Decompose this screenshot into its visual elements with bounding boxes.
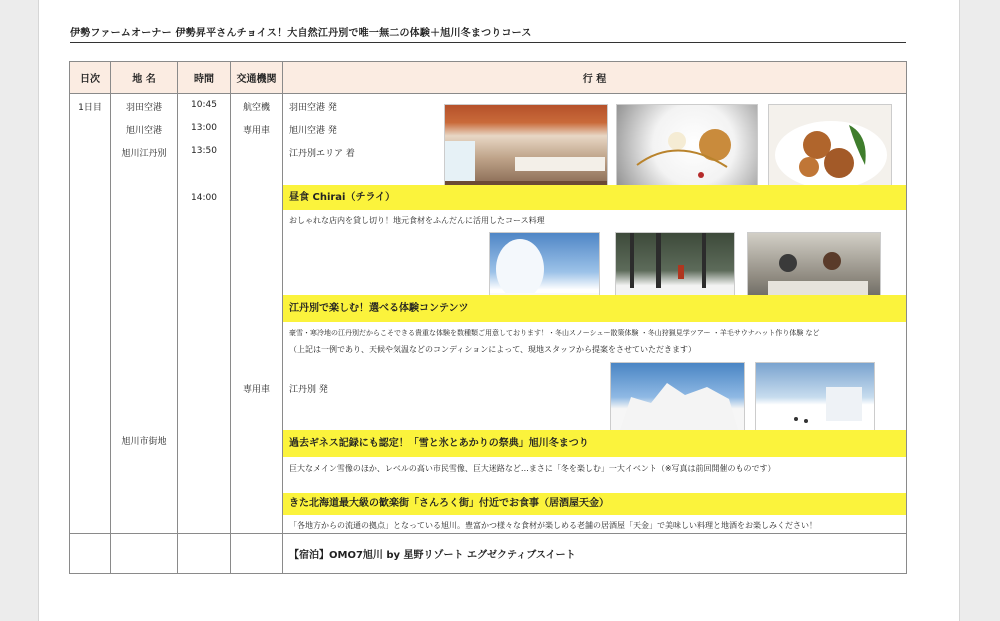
schedule-asahikawa-depart: 旭川空港 発	[289, 126, 337, 136]
fried-dish-image	[769, 105, 892, 194]
day-cell	[70, 94, 111, 534]
document-title: 伊勢ファームオーナー 伊勢昇平さんチョイス！大自然江丹別で唯一無二の体験＋旭川冬まつりコース	[70, 24, 906, 43]
stay-time-cell	[178, 534, 231, 574]
time-1400: 14:00	[191, 193, 217, 203]
snow-sculpture-photo	[610, 362, 745, 440]
festival-crowd-photo	[755, 362, 875, 440]
table-row	[70, 534, 907, 574]
schedule-cell	[283, 94, 907, 534]
place-asahikawa-airport: 旭川空港	[125, 126, 162, 136]
time-1045: 10:45	[191, 100, 217, 110]
festival-crowd-image	[756, 363, 875, 440]
activity-note-2: （上記は一例であり、天候や気温などのコンディションによって、現地スタッフから提案をさせていただきます）	[289, 345, 697, 354]
header-transport: 交通機関	[231, 62, 283, 94]
activity-note-1: 豪雪・寒冷地の江丹別だからこそできる貴重な体験を数種類ご用意しております！・冬山スノーシュー散策体験 ・冬山狩猟見学ツアー ・羊毛サウナハット作り体験 など	[289, 329, 820, 337]
restaurant-interior-image	[445, 105, 608, 194]
transport-car-2: 専用車	[242, 385, 270, 395]
schedule-etanbetsu-arrive: 江丹別エリア 着	[289, 149, 355, 159]
festival-heading: 過去ギネス記録にも認定！「雪と氷とあかりの祭典」旭川冬まつり	[283, 430, 906, 457]
schedule-etanbetsu-depart: 江丹別 発	[289, 385, 328, 395]
place-haneda: 羽田空港	[125, 103, 162, 113]
transport-plane: 航空機	[242, 103, 270, 113]
stay-place-cell	[111, 534, 178, 574]
snow-sculpture-image	[611, 363, 745, 440]
stay-transport-cell	[231, 534, 283, 574]
stay-label: 【宿泊】OMO7旭川 by 星野リゾート エグゼクティブスイート	[289, 550, 576, 561]
transport-car: 専用車	[242, 126, 270, 136]
lunch-note: おしゃれな店内を貸し切り！地元食材をふんだんに活用したコース料理	[289, 216, 545, 225]
header-time: 時間	[178, 62, 231, 94]
time-cell	[178, 94, 231, 534]
lunch-heading: 昼食 Chirai（チライ）	[283, 185, 906, 210]
header-day: 日次	[70, 62, 111, 94]
dinner-note: 「各地方からの流通の拠点」となっている旭川。豊富かつ様々な食材が楽しめる老舗の居酒屋「天金」で美味しい料理と地酒をお楽しみください！	[289, 521, 817, 530]
time-1350: 13:50	[191, 146, 217, 156]
dessert-plate-photo	[616, 104, 758, 194]
activity-heading: 江丹別で楽しむ！選べる体験コンテンツ	[283, 295, 906, 322]
schedule-haneda-depart: 羽田空港 発	[289, 103, 337, 113]
time-1300: 13:00	[191, 123, 217, 133]
itinerary-table	[69, 61, 907, 574]
table-row	[70, 94, 907, 534]
table-header-row	[70, 62, 907, 94]
transport-cell	[231, 94, 283, 534]
place-city: 旭川市街地	[121, 437, 167, 447]
stay-day-cell	[70, 534, 111, 574]
dinner-heading: きた北海道最大級の歓楽街「さんろく街」付近でお食事（居酒屋天金）	[283, 493, 906, 515]
dessert-plate-image	[617, 105, 758, 194]
header-itinerary: 行 程	[283, 62, 907, 94]
restaurant-interior-photo	[444, 104, 608, 194]
fried-dish-photo	[768, 104, 892, 194]
place-etanbetsu: 旭川江丹別	[121, 149, 167, 159]
header-place: 地 名	[111, 62, 178, 94]
place-cell	[111, 94, 178, 534]
festival-note: 巨大なメイン雪像のほか、レベルの高い市民雪像、巨大迷路など…まさに「冬を楽しむ」一大イベント（※写真は前回開催のものです）	[289, 464, 776, 473]
stay-cell	[283, 534, 907, 574]
day-label: 1日目	[78, 103, 102, 113]
